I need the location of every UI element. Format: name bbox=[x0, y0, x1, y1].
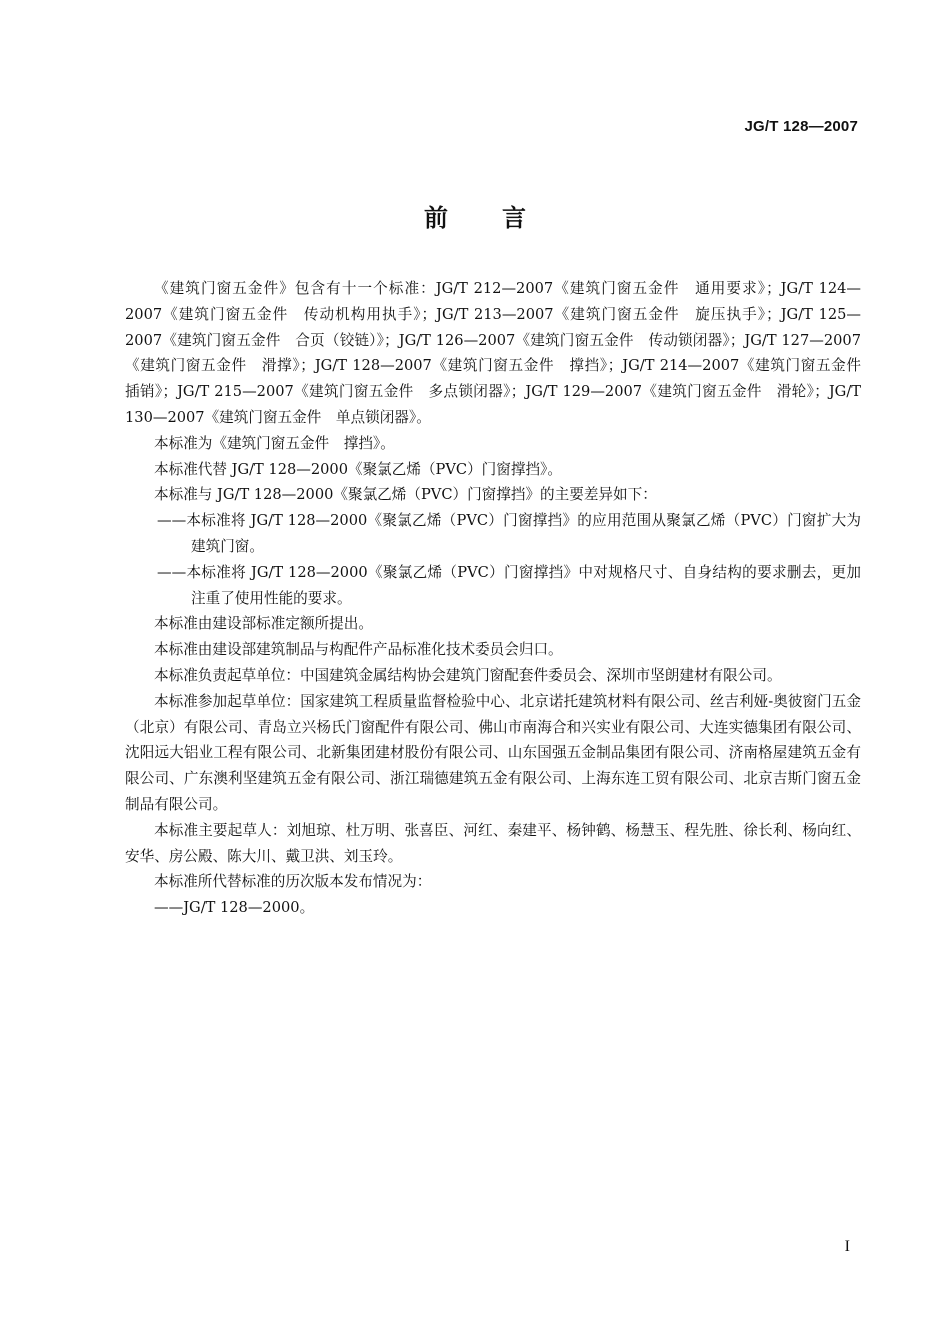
paragraph-history-intro: 本标准所代替标准的历次版本发布情况为： bbox=[154, 873, 432, 891]
paragraph-this-standard: 本标准为《建筑门窗五金件 撑挡》。 bbox=[154, 434, 395, 452]
paragraph-main-drafters: 本标准主要起草人：刘旭琼、杜万明、张喜臣、河红、秦建平、杨钟鹤、杨慧玉、程先胜、徐长利、杨向红、安华、房公殿、陈大川、戴卫洪、刘玉玲。 bbox=[125, 821, 861, 865]
page-title: 前言 bbox=[424, 204, 580, 232]
paragraph-proposed-by: 本标准由建设部标准定额所提出。 bbox=[154, 615, 373, 633]
foreword-body bbox=[125, 276, 876, 921]
page-number: I bbox=[844, 1238, 850, 1255]
paragraph-drafting-unit: 本标准负责起草单位：中国建筑金属结构协会建筑门窗配套件委员会、深圳市坚朗建材有限公司。 bbox=[154, 666, 782, 684]
paragraph-series-list: 《建筑门窗五金件》包含有十一个标准：JG/T 212—2007《建筑门窗五金件 通用要求》；JG/T 124—2007《建筑门窗五金件 传动机构用执手》；JG/T 213—2007《建筑门窗五金件 旋压执手》；JG/T 125—2007《建筑门窗五金件 合页（铰链）》；JG/T 126—2007《建筑门窗五金件 传动锁闭器》；JG/T 127—2007《建筑门窗五金件 滑撑》；JG/T 128—2007《建筑门窗五金件 撑挡》；JG/T 214—2007《建筑门窗五金件 插销》；JG/T 215—2007《建筑门窗五金件 多点锁闭器》；JG/T 129—2007《建筑门窗五金件 滑轮》；JG/T 130—2007《建筑门窗五金件 单点锁闭器》。 bbox=[125, 280, 876, 426]
history-item: ——JG/T 128—2000。 bbox=[154, 899, 315, 917]
paragraph-differences-intro: 本标准与 JG/T 128—2000《聚氯乙烯（PVC）门窗撑挡》的主要差异如下： bbox=[154, 486, 657, 504]
paragraph-participating-units: 本标准参加起草单位：国家建筑工程质量监督检验中心、北京诺托建筑材料有限公司、丝吉利娅-奥彼窗门五金（北京）有限公司、青岛立兴杨氏门窗配件有限公司、佛山市南海合和兴实业有限公司、大连实德集团有限公司、沈阳远大铝业工程有限公司、北新集团建材股份有限公司、山东国强五金制品集团有限公司、济南格屋建筑五金有限公司、广东澳利坚建筑五金有限公司、浙江瑞德建筑五金有限公司、上海东连工贸有限公司、北京吉斯门窗五金制品有限公司。 bbox=[125, 692, 861, 813]
paragraph-replaces: 本标准代替 JG/T 128—2000《聚氯乙烯（PVC）门窗撑挡》。 bbox=[154, 460, 562, 478]
difference-item: ——本标准将 JG/T 128—2000《聚氯乙烯（PVC）门窗撑挡》的应用范围从聚氯乙烯（PVC）门窗扩大为建筑门窗。 bbox=[157, 512, 861, 555]
paragraph-centralized-by: 本标准由建设部建筑制品与构配件产品标准化技术委员会归口。 bbox=[154, 641, 563, 659]
standard-code: JG/T 128—2007 bbox=[744, 118, 858, 135]
difference-item: ——本标准将 JG/T 128—2000《聚氯乙烯（PVC）门窗撑挡》中对规格尺寸、自身结构的要求删去，更加注重了使用性能的要求。 bbox=[157, 563, 861, 607]
